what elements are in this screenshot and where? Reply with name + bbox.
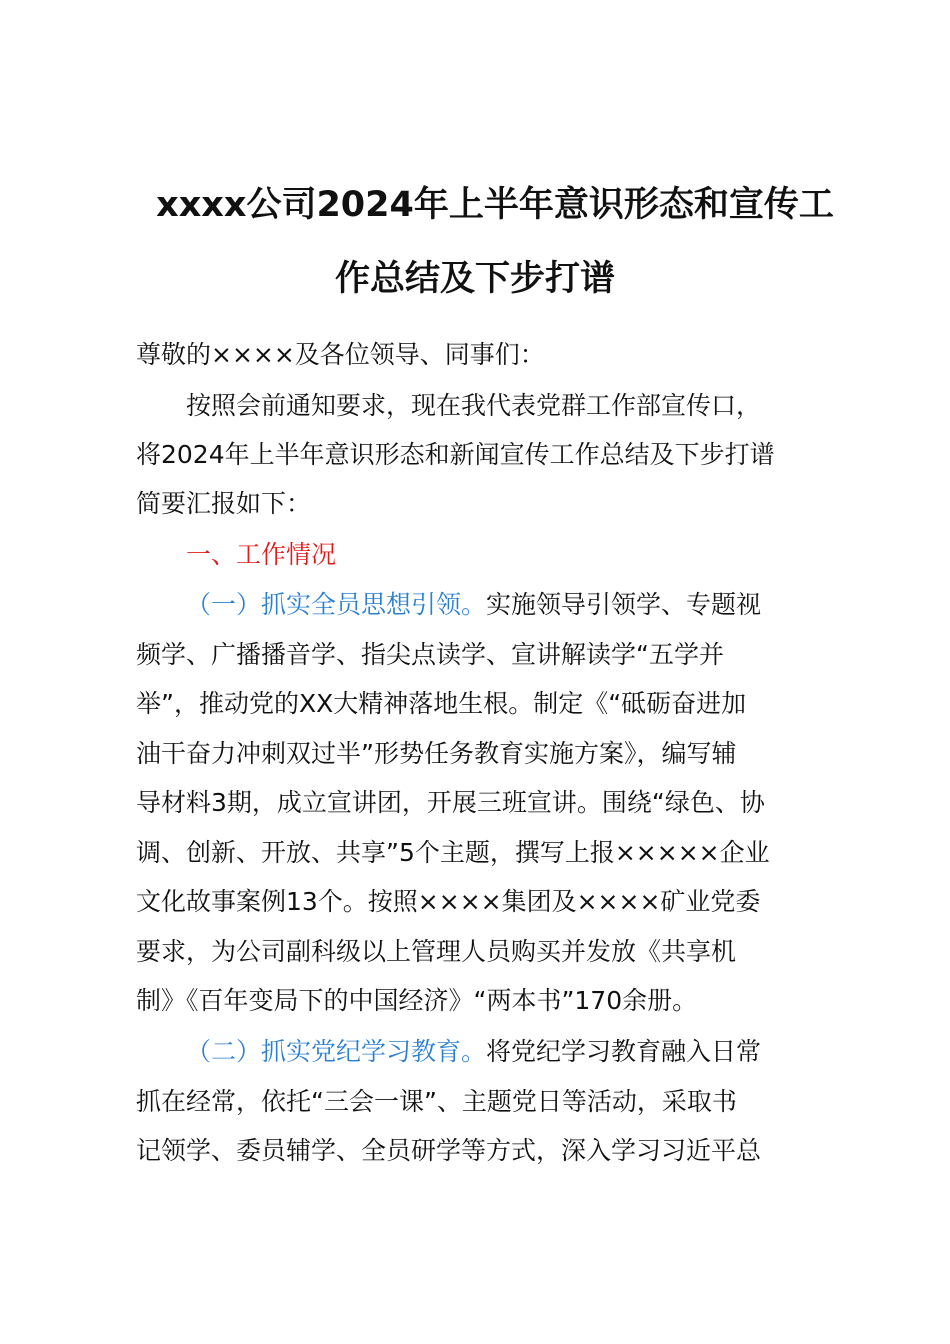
intro-line-1: 按照会前通知要求，现在我代表党群工作部宣传口，: [186, 391, 762, 420]
paragraph-line: 文化故事案例13个。按照××××集团及××××矿业党委: [136, 887, 761, 916]
paragraph-line: 导材料3期，成立宣讲团，开展三班宣讲。围绕“绿色、协: [136, 788, 765, 817]
salutation: 尊敬的××××及各位领导、同事们：: [136, 340, 545, 369]
subsection-1-first-line-text: 实施领导引领学、专题视: [486, 590, 762, 619]
subsection-1-heading: （一）抓实全员思想引领。: [186, 590, 487, 619]
paragraph-line: 油干奋力冲刺双过半”形势任务教育实施方案》，编写辅: [136, 739, 737, 768]
subsection-1-first-line: [186, 592, 761, 617]
paragraph-line: 制》《百年变局下的中国经济》“两本书”170余册。: [136, 986, 698, 1015]
subsection-2-first-line: [186, 1039, 761, 1064]
section-heading-work-status: 一、工作情况: [186, 540, 337, 569]
paragraph-line: 抓在经常，依托“三会一课”、主题党日等活动，采取书: [136, 1087, 737, 1116]
paragraph-line: 调、创新、开放、共享”5个主题，撰写上报×××××企业: [136, 838, 770, 867]
paragraph-line: 举”，推动党的XX大精神落地生根。制定《“砥砺奋进加: [136, 689, 747, 718]
intro-line-2: 将2024年上半年意识形态和新闻宣传工作总结及下步打谱: [136, 440, 775, 469]
paragraph-line: 要求，为公司副科级以上管理人员购买并发放《共享机: [136, 937, 737, 966]
paragraph-line: 频学、广播播音学、指尖点读学、宣讲解读学“五学并: [136, 640, 724, 669]
document-title-line-2: 作总结及下步打谱: [334, 259, 615, 299]
intro-line-3: 简要汇报如下：: [136, 489, 312, 518]
document-title-line-1: xxxx公司2024年上半年意识形态和宣传工: [156, 185, 834, 225]
paragraph-line: 记领学、委员辅学、全员研学等方式，深入学习习近平总: [136, 1136, 762, 1165]
subsection-2-first-line-text: 将党纪学习教育融入日常: [486, 1037, 762, 1066]
subsection-2-heading: （二）抓实党纪学习教育。: [186, 1037, 487, 1066]
